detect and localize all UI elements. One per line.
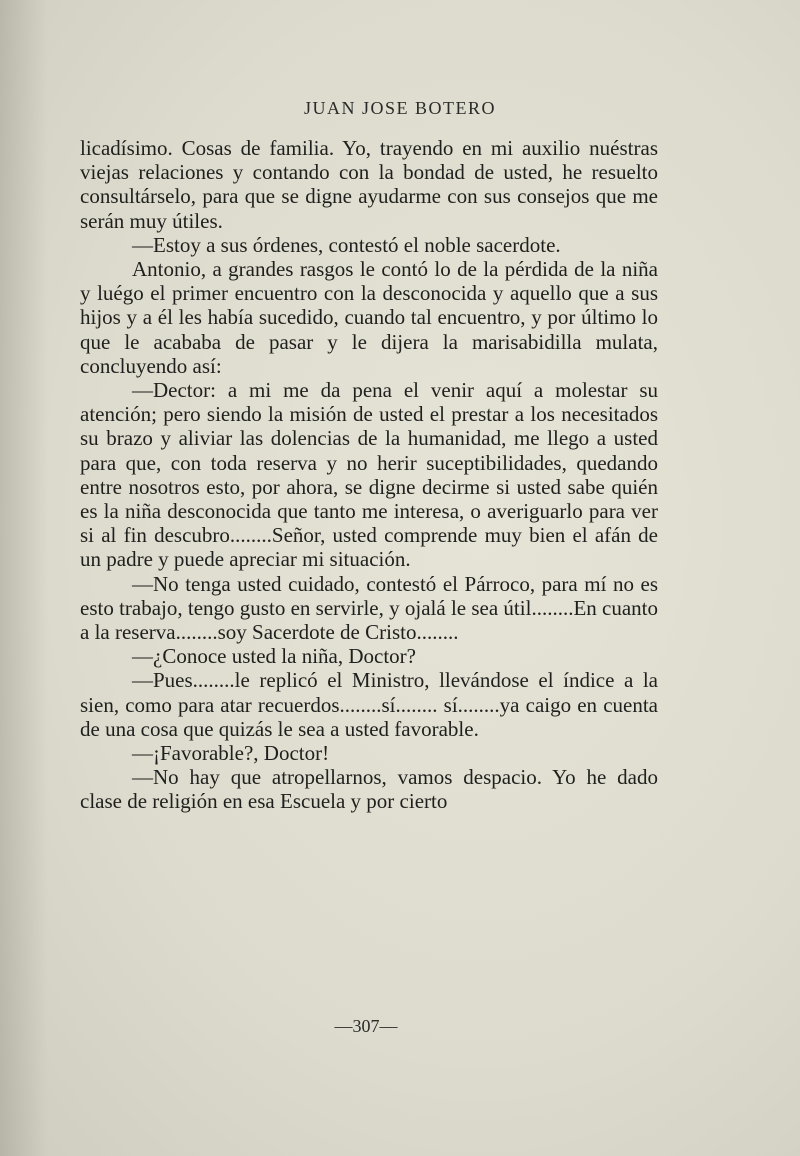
page-number: —307— [334, 1016, 398, 1036]
paragraph: —¡Favorable?, Doctor! [132, 741, 330, 766]
paragraph: —Estoy a sus órdenes, contestó el noble sacerdote. [132, 232, 561, 257]
body-text [80, 136, 658, 814]
paragraph: —No hay que atropellarnos, vamos despacio. Yo he dado clase de religión en esa Escuela y por cierto [80, 765, 658, 814]
paragraph: —¿Conoce usted la niña, Doctor? [132, 644, 416, 669]
paragraph: —Dector: a mi me da pena el venir aquí a molestar su atención; pero siendo la misión de usted el prestar a los necesitados su brazo y aliviar las dolencias de la humanidad, me llego a usted para que, con toda reserva y no herir suceptibilidades, quedando entre nosotros esto, por ahora, se digne decirme si usted sabe quién es la niña desconocida que tanto me interesa, o averiguarlo para ver si al fin descubro........Señor, usted comprende muy bien el afán de un padre y puede apreciar mi situación. [80, 378, 658, 572]
paragraph: —No tenga usted cuidado, contestó el Párroco, para mí no es esto trabajo, tengo gusto en servirle, y ojalá le sea útil........En cuanto a la reserva........soy Sacerdote de Cristo........ [80, 571, 658, 645]
running-head: JUAN JOSE BOTERO [303, 98, 496, 118]
paragraph: licadísimo. Cosas de familia. Yo, trayendo en mi auxilio nuéstras viejas relaciones y contando con la bondad de usted, he resuelto consultárselo, para que se digne ayudarme con sus consejos que me serán muy útiles. [80, 136, 658, 233]
gutter-shadow [0, 0, 48, 1156]
paragraph: —Pues........le replicó el Ministro, llevándose el índice a la sien, como para atar recuerdos........sí........ sí........ya caigo en cuenta de una cosa que quizás le sea a usted favorable. [80, 668, 658, 741]
paragraph: Antonio, a grandes rasgos le contó lo de la pérdida de la niña y luégo el primer encuentro con la desconocida y aquello que a sus hijos y a él les había sucedido, cuando tal encuentro, y por último lo que le acababa de pasar y le dijera la marisabidilla mulata, concluyendo así: [80, 257, 658, 378]
